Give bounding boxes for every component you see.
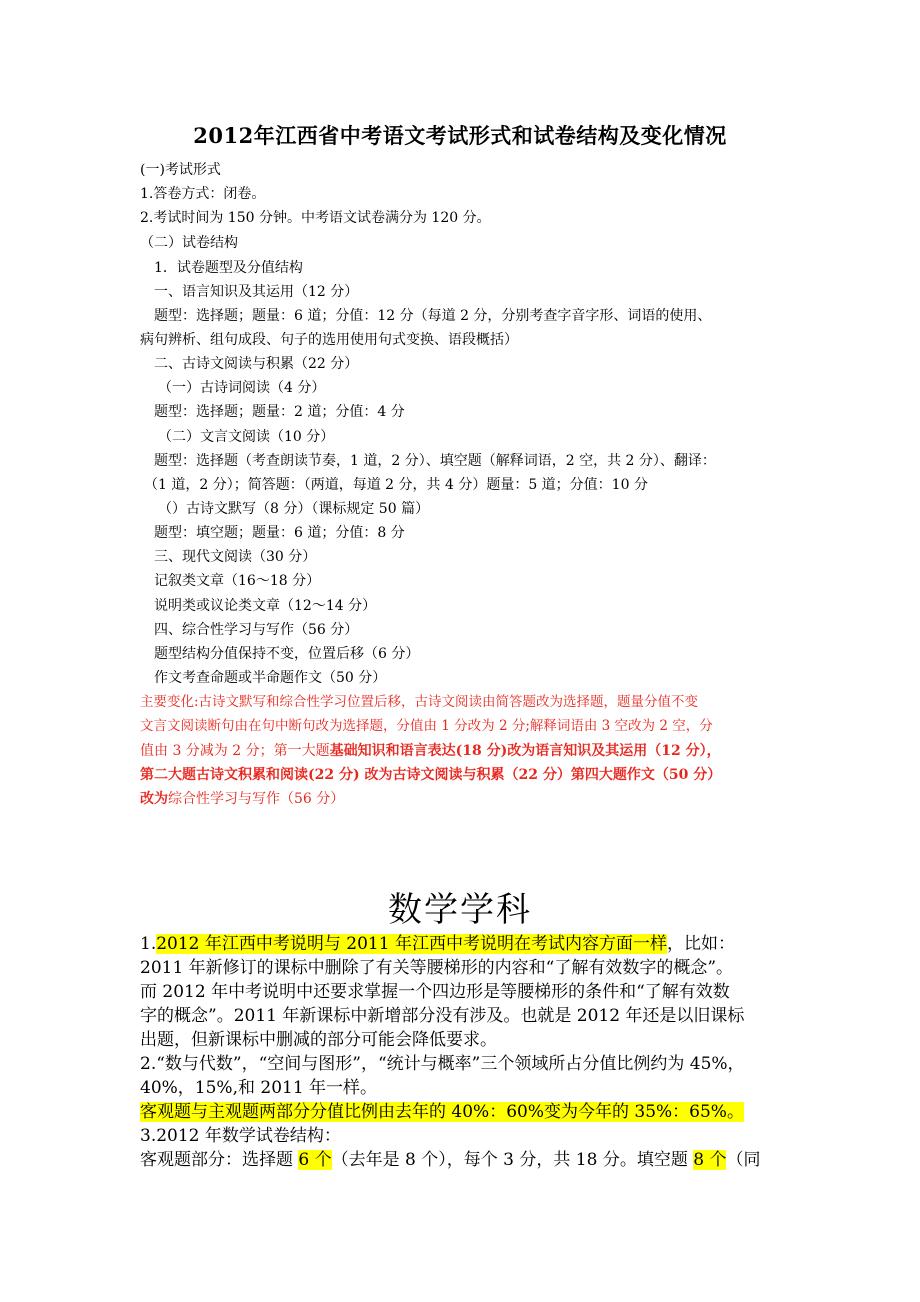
text-line: 一、语言知识及其运用（12 分）: [154, 284, 359, 300]
change-note-line: 主要变化:古诗文默写和综合性学习位置后移，古诗文阅读由简答题改为选择题，题量分值不变: [140, 694, 699, 710]
page-title: 2012年江西省中考语文考试形式和试卷结构及变化情况: [193, 123, 727, 148]
highlighted-text: 2012 年江西中考说明与 2011 年江西中考说明在考试内容方面一样: [156, 934, 667, 954]
plain-text: ，比如：: [666, 934, 735, 954]
change-note-line: [140, 741, 721, 761]
plain-text: （同: [726, 1150, 761, 1170]
text-line: 四、综合性学习与写作（56 分）: [154, 622, 359, 638]
text-line: 题型：选择题（考查朗读节奏，1 道，2 分）、填空题（解释词语，2 空，共 2 分）、翻译：: [154, 453, 716, 469]
text-line: 1.答卷方式：闭卷。: [140, 186, 266, 202]
text-line: （二）试卷结构: [140, 235, 238, 251]
text-line: (一)考试形式: [140, 162, 221, 178]
text-line: 2.考试时间为 150 分钟。中考语文试卷满分为 120 分。: [140, 210, 491, 226]
text-line: 三、现代文阅读（30 分）: [154, 549, 317, 565]
para-number: 1.: [140, 934, 157, 954]
plain-text: 客观题部分：选择题: [140, 1150, 299, 1170]
text-line: 1．试卷题型及分值结构: [154, 260, 303, 276]
math-line: 40%，15%,和 2011 年一样。: [140, 1078, 378, 1098]
text-line: （1 道，2 分）；简答题：（两道，每道 2 分，共 4 分）题量：5 道；分值：10 分: [144, 477, 648, 493]
math-line: 字的概念”。2011 年新课标中新增部分没有涉及。也就是 2012 年还是以旧课标: [140, 1006, 745, 1026]
text-line: 病句辨析、组句成段、句子的选用使用句式变换、语段概括）: [140, 332, 518, 348]
text-line: 题型：选择题；题量：2 道；分值：4 分: [154, 404, 405, 420]
text-line: （）古诗文默写（8 分）（课标规定 50 篇）: [158, 501, 430, 517]
change-note-line: 第二大题古诗文积累和阅读(22 分) 改为古诗文阅读与积累（22 分）第四大题作文（50 分）: [140, 767, 722, 783]
section-heading: 数学学科: [388, 890, 532, 930]
text-line: 题型：选择题；题量：6 道；分值：12 分（每道 2 分，分别考查字音字形、词语的使用、: [154, 308, 712, 324]
text-line: 题型结构分值保持不变，位置后移（6 分）: [154, 646, 420, 662]
change-note-bold: 改为: [140, 791, 168, 807]
text-line: 作文考查命题或半命题作文（50 分）: [154, 670, 387, 686]
math-line: 而 2012 年中考说明中还要求掌握一个四边形是等腰梯形的条件和“了解有效数: [140, 982, 730, 1002]
math-line: [140, 932, 735, 956]
text-line: 二、古诗文阅读与积累（22 分）: [154, 356, 359, 372]
math-line: [140, 1100, 744, 1124]
math-line: 2.“数与代数”，“空间与图形”，“统计与概率”三个领域所占分值比例约为 45%，: [140, 1054, 745, 1074]
change-note-text: 值由 3 分减为 2 分；第一大题: [140, 743, 330, 759]
plain-text: （去年是 8 个），每个 3 分，共 18 分。填空题: [331, 1150, 694, 1170]
change-note-line: 文言文阅读断句由在句中断句改为选择题，分值由 1 分改为 2 分;解释词语由 3 空改为 2 空，分: [140, 718, 713, 734]
math-line: [140, 1148, 760, 1172]
math-line: 3.2012 年数学试卷结构：: [140, 1126, 341, 1146]
change-note-bold: 基础知识和语言表达(18 分)改为语言知识及其运用（12 分），: [329, 743, 721, 759]
highlighted-text: 8 个: [693, 1150, 727, 1170]
text-line: 说明类或议论类文章（12～14 分）: [154, 598, 377, 614]
text-line: （二）文言文阅读（10 分）: [158, 429, 335, 445]
highlighted-text: 6 个: [298, 1150, 332, 1170]
text-line: （一）古诗词阅读（4 分）: [158, 380, 326, 396]
change-note-text: 综合性学习与写作（56 分）: [168, 791, 345, 807]
math-line: 出题，但新课标中删减的部分可能会降低要求。: [140, 1030, 497, 1050]
highlighted-text: 客观题与主观题两部分分值比例由去年的 40%：60%变为今年的 35%：65%。: [140, 1102, 744, 1122]
text-line: 题型：填空题；题量：6 道；分值：8 分: [154, 525, 405, 541]
math-line: 2011 年新修订的课标中删除了有关等腰梯形的内容和“了解有效数字的概念”。: [140, 958, 734, 978]
change-note-line: [140, 789, 344, 809]
text-line: 记叙类文章（16～18 分）: [154, 573, 321, 589]
